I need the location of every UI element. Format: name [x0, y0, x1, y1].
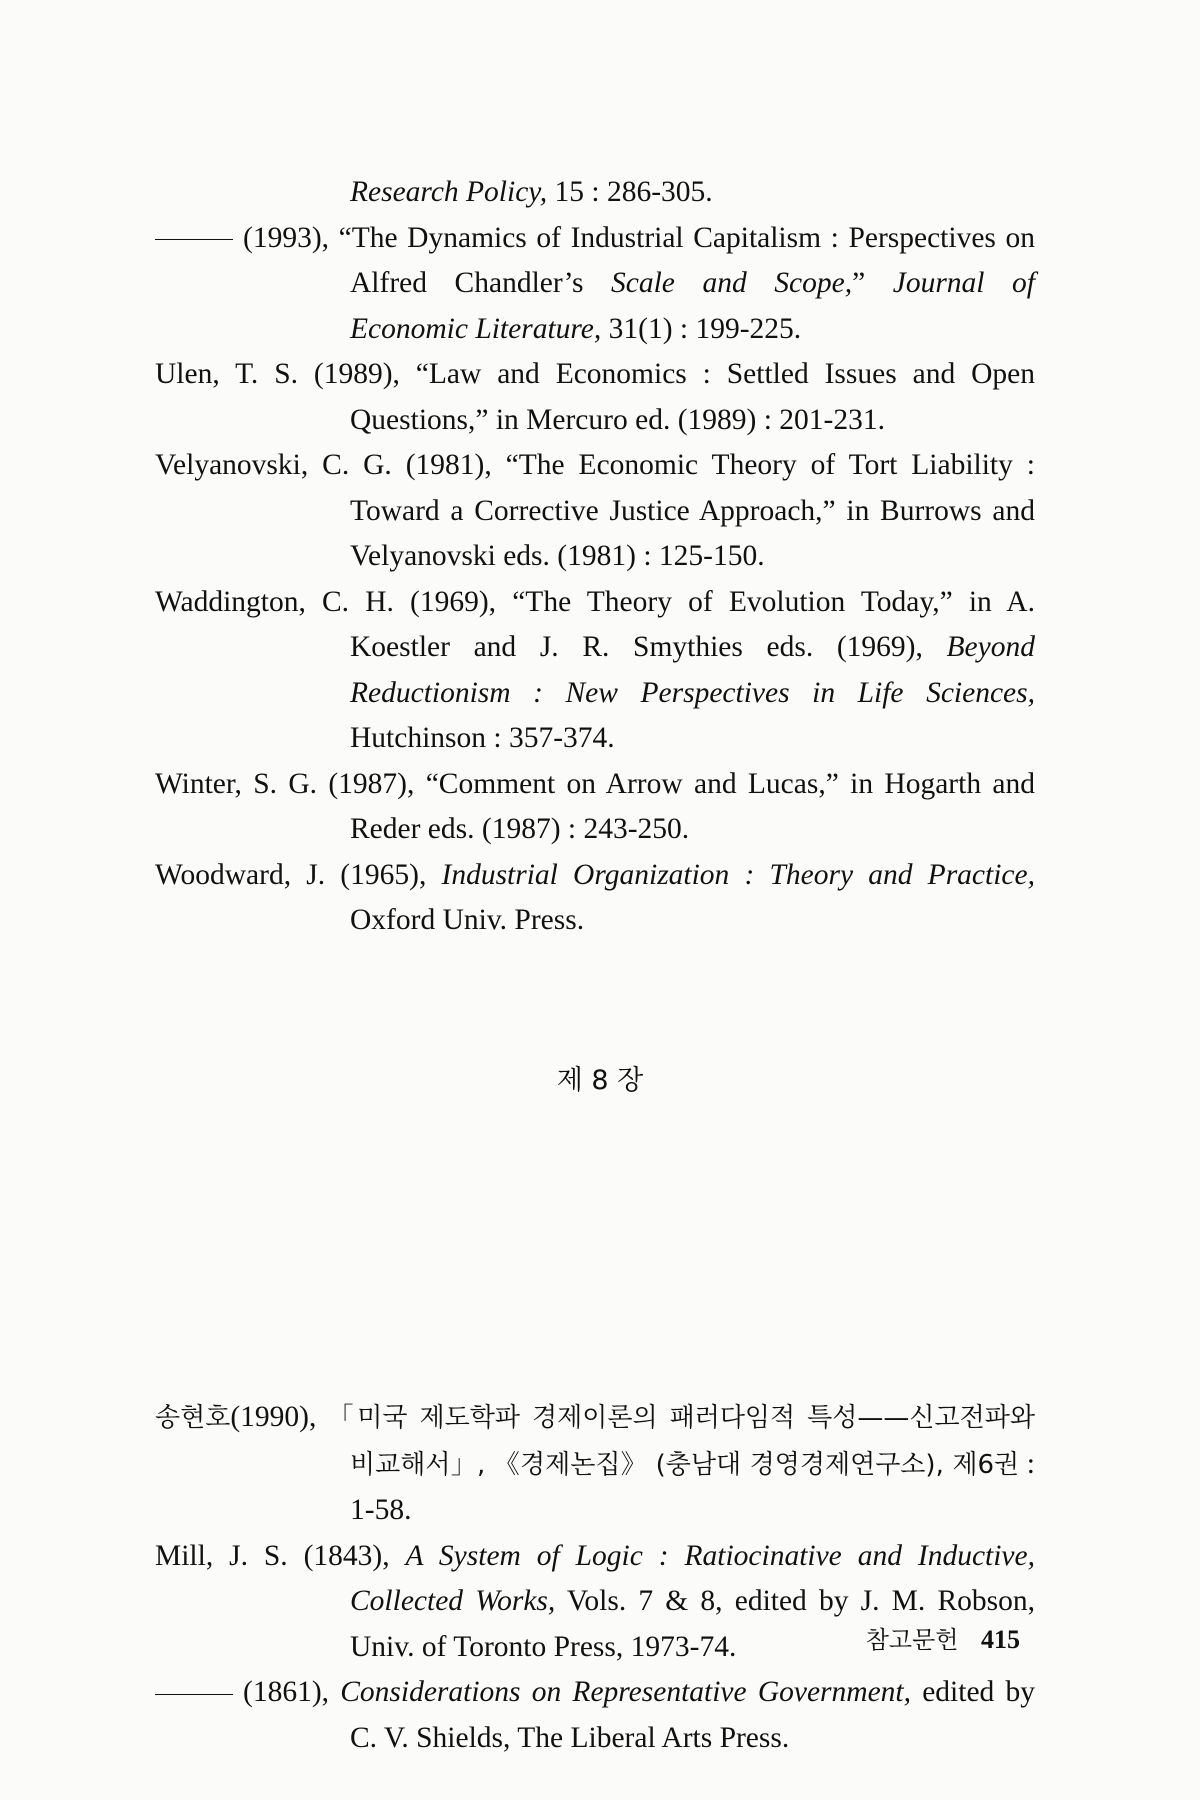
reference-entry — [155, 170, 1035, 216]
references-list-bottom — [155, 1395, 1035, 1761]
reference-entry — [155, 580, 1035, 762]
reference-text: 31(1) : 199-225. — [601, 312, 802, 345]
reference-title-italic: Considerations on Representative Government, — [340, 1676, 912, 1708]
reference-text: ” — [852, 267, 893, 299]
reference-text: Winter, S. G. (1987), “Comment on Arrow and Lucas,” in Hogarth and Reder eds. (1987) : 243-250. — [155, 767, 1035, 845]
reference-text: 송현호 — [155, 1403, 231, 1433]
reference-text: 15 : 286-305. — [547, 176, 713, 208]
reference-text: (1993), “The Dynamics of Industrial Capitalism : Perspectives on Alfred Chandler’s — [243, 221, 1035, 299]
reference-entry — [155, 762, 1035, 853]
reference-text: : 1-58. — [350, 1447, 1035, 1526]
reference-text: 「미국 제도학파 경제이론의 패러다임적 특성——신고전파와 비교해서」, 《경제논집》 (충남대 경영경제연구소), 제6권 — [327, 1403, 1035, 1480]
footer-label: 참고문헌 — [865, 1626, 959, 1654]
reference-text: Velyanovski, C. G. (1981), “The Economic Theory of Tort Liability : Toward a Corrective Justice Approach,” in Burrows and Velyanovski eds. (1981) : 125-150. — [155, 449, 1035, 572]
reference-text: Hutchinson : 357-374. — [350, 722, 615, 754]
reference-text: Woodward, J. (1965), — [155, 858, 442, 891]
reference-entry — [155, 853, 1035, 944]
reference-entry — [155, 1670, 1035, 1761]
page-number: 415 — [981, 1625, 1020, 1654]
reference-entry — [155, 1395, 1035, 1534]
reference-title-italic: A System of Logic : Ratiocinative and Inductive, Collected Works, — [350, 1539, 1035, 1617]
reference-entry — [155, 443, 1035, 580]
reference-entry — [155, 352, 1035, 443]
ditto-dash — [155, 239, 233, 240]
page-footer — [866, 1620, 1020, 1655]
reference-title-italic: Industrial Organization : Theory and Practice, — [441, 858, 1035, 891]
reference-title-italic: Journal of Economic Literature, — [350, 267, 1036, 345]
references-list-top — [155, 170, 1035, 944]
reference-text: Oxford Univ. Press. — [350, 904, 585, 936]
reference-entry — [155, 216, 1035, 353]
reference-text: Mill, J. S. (1843), — [155, 1539, 406, 1572]
reference-text: edited by C. V. Shields, The Liberal Arts Press. — [350, 1676, 1035, 1754]
reference-text: Ulen, T. S. (1989), “Law and Economics : Settled Issues and Open Questions,” in Mercuro ed. (1989) : 201-231. — [155, 358, 1035, 436]
reference-text: Vols. 7 & 8, edited by J. M. Robson, Univ. of Toronto Press, 1973-74. — [350, 1585, 1035, 1663]
reference-title-italic: Scale and Scope, — [611, 267, 853, 299]
reference-title-italic: Beyond Reductionism : New Perspectives in Life Sciences, — [350, 631, 1035, 709]
reference-text: (1861), — [243, 1676, 341, 1708]
ditto-dash — [155, 1694, 233, 1695]
reference-text: (1990), — [230, 1401, 328, 1433]
reference-text: Waddington, C. H. (1969), “The Theory of Evolution Today,” in A. Koestler and J. R. Smythies eds. (1969), — [155, 585, 1035, 663]
reference-title-italic: Research Policy, — [350, 176, 548, 208]
section-title: 제 8 장 — [556, 1065, 644, 1096]
